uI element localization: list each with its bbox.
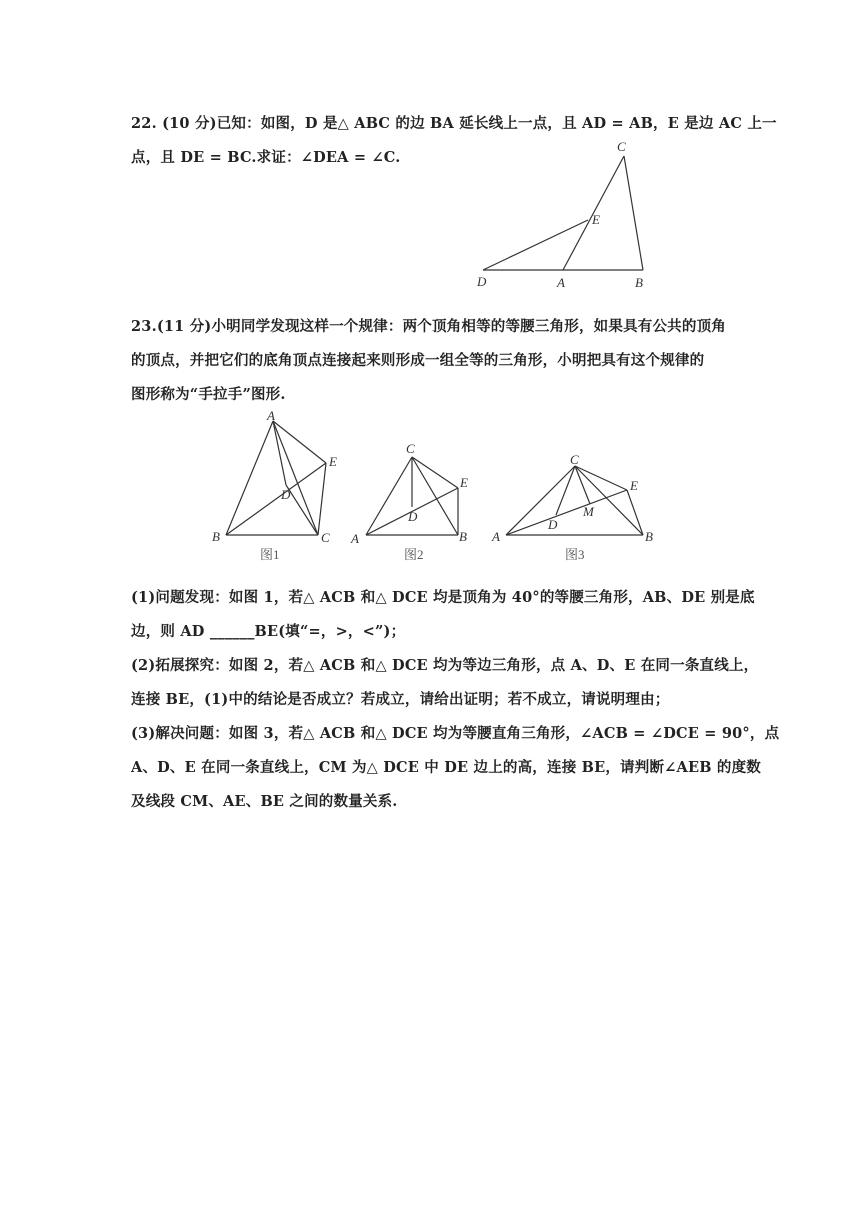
q23-part1-line-1: (1)问题发现：如图 1，若△ ACB 和△ DCE 均是顶角为 40°的等腰三角形，AB、DE 别是底 — [131, 589, 755, 606]
q22-triangle-diagram — [476, 139, 643, 290]
fig1-segment-ae — [273, 421, 326, 463]
fig3-segment-cb — [575, 466, 643, 535]
fig3-label-e: E — [630, 478, 638, 493]
fig3-label-a: A — [492, 529, 500, 544]
q22-label-d: D — [477, 274, 487, 289]
fig2-caption: 图2 — [404, 547, 424, 562]
fig2-label-b: B — [459, 529, 467, 544]
q23-intro-line-1: 23.(11 分)小明同学发现这样一个规律：两个顶角相等的等腰三角形，如果具有公共的顶角 — [131, 318, 726, 335]
fig1-segment-ab — [226, 421, 273, 535]
q23-part2-line-1: (2)拓展探究：如图 2，若△ ACB 和△ DCE 均为等边三角形，点 A、D、E 在同一条直线上， — [131, 657, 759, 674]
q23-part3-line-3: 及线段 CM、AE、BE 之间的数量关系. — [131, 793, 398, 810]
fig1-label-c: C — [321, 530, 330, 545]
fig3-label-b: B — [645, 529, 653, 544]
fig1-segment-ac — [273, 421, 318, 535]
fig3-label-m: M — [583, 504, 594, 519]
fig1-label-b: B — [212, 529, 220, 544]
fig3-segment-ce — [575, 466, 627, 490]
q23-intro-line-2: 的顶点，并把它们的底角顶点连接起来则形成一组全等的三角形，小明把具有这个规律的 — [131, 352, 705, 369]
fig1-label-e: E — [329, 454, 337, 469]
q23-part1-line-2: 边，则 AD ______BE(填“=，>，<”)； — [131, 623, 406, 640]
fig3-segment-cd — [556, 466, 575, 515]
q22-text-line-2: 点，且 DE = BC.求证：∠DEA = ∠C. — [131, 149, 401, 166]
segment-cb — [624, 156, 643, 270]
fig3-segment-eb — [627, 490, 643, 535]
q23-intro-line-3: 图形称为“手拉手”图形. — [131, 386, 286, 403]
fig2-segment-cb — [412, 457, 458, 535]
q22-label-e: E — [592, 212, 600, 227]
fig2-segment-ae — [366, 488, 458, 535]
fig1-label-a: A — [267, 408, 275, 423]
segment-de — [483, 220, 588, 270]
fig3-label-d: D — [548, 517, 558, 532]
fig2-label-a: A — [351, 531, 359, 546]
fig3-segment-ac — [506, 466, 575, 535]
q22-label-b: B — [635, 275, 643, 290]
fig2-segment-ac — [366, 457, 412, 535]
q23-figure-3 — [491, 452, 653, 562]
fig1-segment-ec — [318, 463, 326, 535]
fig2-label-e: E — [460, 475, 468, 490]
fig3-segment-ae — [506, 490, 627, 535]
fig2-label-d: D — [408, 509, 418, 524]
q23-figure-2 — [350, 441, 468, 562]
q23-part2-line-2: 连接 BE，(1)中的结论是否成立？若成立，请给出证明；若不成立，请说明理由； — [131, 691, 670, 708]
q23-figure-1 — [212, 408, 337, 562]
fig1-segment-be — [226, 463, 326, 535]
segment-ac — [563, 156, 624, 270]
fig3-caption: 图3 — [565, 547, 585, 562]
fig2-segment-ce — [412, 457, 458, 488]
fig3-segment-cm — [575, 466, 590, 504]
q23-part3-line-2: A、D、E 在同一条直线上，CM 为△ DCE 中 DE 边上的高，连接 BE，请判断∠AEB 的度数 — [131, 759, 762, 776]
fig2-label-c: C — [406, 441, 415, 456]
fig1-segment-ad — [273, 421, 286, 485]
q22-text-line-1: 22. (10 分)已知：如图，D 是△ ABC 的边 BA 延长线上一点，且 AD = AB，E 是边 AC 上一 — [131, 115, 777, 132]
q22-label-a: A — [557, 275, 565, 290]
fig1-segment-dc — [286, 485, 318, 535]
fig1-caption: 图1 — [260, 547, 280, 562]
q23-part3-line-1: (3)解决问题：如图 3，若△ ACB 和△ DCE 均为等腰直角三角形，∠ACB = ∠DCE = 90°，点 — [131, 725, 780, 742]
q22-label-c: C — [617, 139, 626, 154]
fig3-label-c: C — [570, 452, 579, 467]
fig1-label-d: D — [281, 487, 291, 502]
